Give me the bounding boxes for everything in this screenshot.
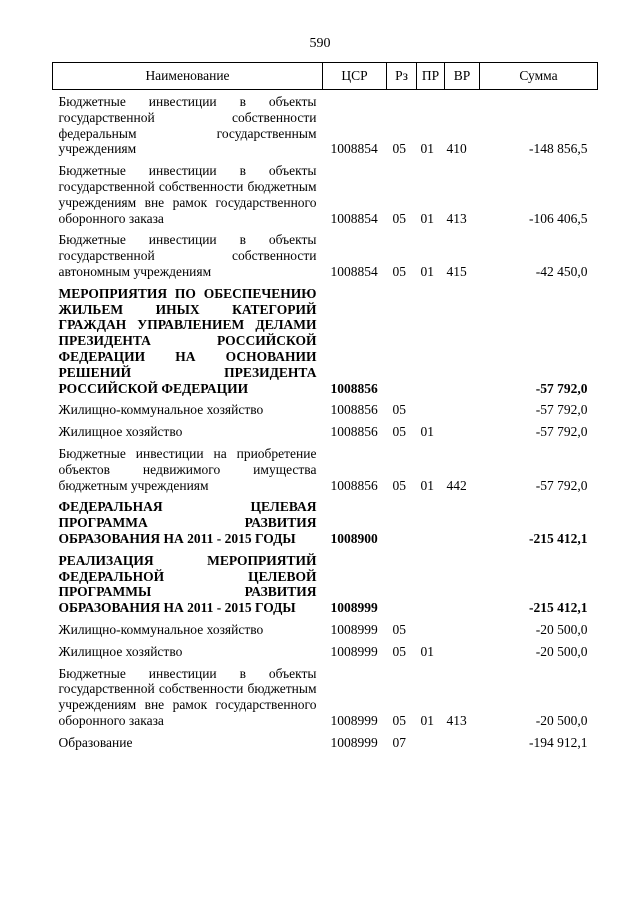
row-name: Бюджетные инвестиции в объекты государственной собственности федеральным государственным учреждениям — [58, 94, 317, 157]
row-rz: 05 — [392, 402, 406, 418]
table-row — [53, 729, 598, 751]
row-pr: 01 — [420, 424, 434, 440]
row-csr: 1008999 — [330, 621, 378, 637]
row-vr: 410 — [446, 141, 467, 157]
row-pr: 01 — [420, 141, 434, 157]
row-sum: -20 500,0 — [535, 643, 588, 659]
row-pr — [417, 616, 445, 638]
row-name: Жилищно-коммунальное хозяйство — [58, 621, 264, 637]
table-row — [53, 638, 598, 660]
row-sum: -57 792,0 — [535, 477, 588, 493]
table-row — [53, 440, 598, 493]
row-pr: 01 — [420, 263, 434, 279]
table-row — [53, 418, 598, 440]
row-csr: 1008999 — [330, 643, 378, 659]
row-csr: 1008999 — [330, 734, 378, 750]
row-pr — [417, 396, 445, 418]
row-sum: -106 406,5 — [529, 210, 588, 226]
row-sum: -57 792,0 — [535, 402, 588, 418]
table-row — [53, 660, 598, 729]
row-name: ФЕДЕРАЛЬНАЯ ЦЕЛЕВАЯ ПРОГРАММА РАЗВИТИЯ ОБРАЗОВАНИЯ НА 2011 - 2015 ГОДЫ — [58, 499, 317, 546]
row-rz: 07 — [392, 734, 406, 750]
table-row — [53, 547, 598, 616]
row-vr — [445, 418, 480, 440]
header-csr: ЦСР — [323, 63, 387, 90]
row-name: МЕРОПРИЯТИЯ ПО ОБЕСПЕЧЕНИЮ ЖИЛЬЕМ ИНЫХ КАТЕГОРИЙ ГРАЖДАН УПРАВЛЕНИЕМ ДЕЛАМИ ПРЕЗИДЕНТА РОССИЙСКОЙ ФЕДЕРАЦИИ НА ОСНОВАНИИ РЕШЕНИЙ ПРЕЗИДЕНТА РОССИЙСКОЙ ФЕДЕРАЦИИ — [58, 285, 317, 396]
header-sum: Сумма — [480, 63, 598, 90]
row-pr: 01 — [420, 712, 434, 728]
row-rz — [387, 493, 417, 546]
row-sum: -148 856,5 — [529, 141, 588, 157]
row-name: Жилищно-коммунальное хозяйство — [58, 402, 264, 418]
row-rz — [387, 547, 417, 616]
row-name: Бюджетные инвестиции на приобретение объектов недвижимого имущества бюджетным учреждениям — [58, 445, 317, 493]
row-csr: 1008854 — [330, 210, 378, 226]
table-row — [53, 157, 598, 226]
row-vr: 442 — [446, 477, 467, 493]
row-vr — [445, 729, 480, 751]
row-sum: -215 412,1 — [529, 600, 588, 616]
row-vr — [445, 547, 480, 616]
row-sum: -42 450,0 — [535, 263, 588, 279]
table-row — [53, 280, 598, 397]
table-row — [53, 90, 598, 158]
header-pr: ПР — [417, 63, 445, 90]
row-sum: -57 792,0 — [535, 380, 588, 396]
row-csr: 1008999 — [330, 600, 378, 616]
row-rz — [387, 280, 417, 397]
row-vr — [445, 616, 480, 638]
row-csr: 1008856 — [330, 477, 378, 493]
row-rz: 05 — [392, 210, 406, 226]
row-rz: 05 — [392, 621, 406, 637]
row-rz: 05 — [392, 263, 406, 279]
row-name: Бюджетные инвестиции в объекты государственной собственности бюджетным учреждениям вне рамок государственного оборонного заказа — [58, 163, 317, 226]
row-vr — [445, 493, 480, 546]
row-csr: 1008854 — [330, 141, 378, 157]
row-csr: 1008854 — [330, 263, 378, 279]
budget-table — [52, 62, 598, 750]
table-body — [53, 90, 598, 751]
row-pr — [417, 729, 445, 751]
row-csr: 1008999 — [330, 712, 378, 728]
row-sum: -57 792,0 — [535, 424, 588, 440]
header-name: Наименование — [53, 63, 323, 90]
table-row — [53, 396, 598, 418]
row-name: Бюджетные инвестиции в объекты государственной собственности автономным учреждениям — [58, 232, 317, 279]
row-name: РЕАЛИЗАЦИЯ МЕРОПРИЯТИЙ ФЕДЕРАЛЬНОЙ ЦЕЛЕВОЙ ПРОГРАММЫ РАЗВИТИЯ ОБРАЗОВАНИЯ НА 2011 - 2015 ГОДЫ — [58, 552, 317, 616]
table-header — [53, 63, 598, 90]
row-sum: -20 500,0 — [535, 712, 588, 728]
table-row — [53, 616, 598, 638]
row-rz: 05 — [392, 141, 406, 157]
row-sum: -20 500,0 — [535, 621, 588, 637]
row-vr — [445, 638, 480, 660]
row-csr: 1008856 — [330, 402, 378, 418]
row-name: Жилищное хозяйство — [58, 643, 183, 659]
row-sum: -194 912,1 — [529, 734, 588, 750]
row-vr — [445, 280, 480, 397]
row-rz: 05 — [392, 424, 406, 440]
row-vr: 413 — [446, 210, 467, 226]
row-pr — [417, 280, 445, 397]
row-rz: 05 — [392, 643, 406, 659]
row-pr — [417, 547, 445, 616]
header-rz: Рз — [387, 63, 417, 90]
row-rz: 05 — [392, 712, 406, 728]
row-vr: 413 — [446, 712, 467, 728]
row-csr: 1008900 — [330, 530, 378, 546]
row-vr — [445, 396, 480, 418]
row-csr: 1008856 — [330, 380, 378, 396]
table-row — [53, 493, 598, 546]
row-name: Бюджетные инвестиции в объекты государственной собственности бюджетным учреждениям вне рамок государственного оборонного заказа — [58, 665, 317, 728]
row-name: Жилищное хозяйство — [58, 424, 183, 440]
row-pr: 01 — [420, 210, 434, 226]
table-row — [53, 226, 598, 279]
row-csr: 1008856 — [330, 424, 378, 440]
row-pr — [417, 493, 445, 546]
header-vr: ВР — [445, 63, 480, 90]
page-number: 590 — [309, 36, 331, 51]
row-rz: 05 — [392, 477, 406, 493]
row-pr: 01 — [420, 477, 434, 493]
row-name: Образование — [58, 734, 133, 750]
row-sum: -215 412,1 — [529, 530, 588, 546]
row-pr: 01 — [420, 643, 434, 659]
row-vr: 415 — [446, 263, 467, 279]
